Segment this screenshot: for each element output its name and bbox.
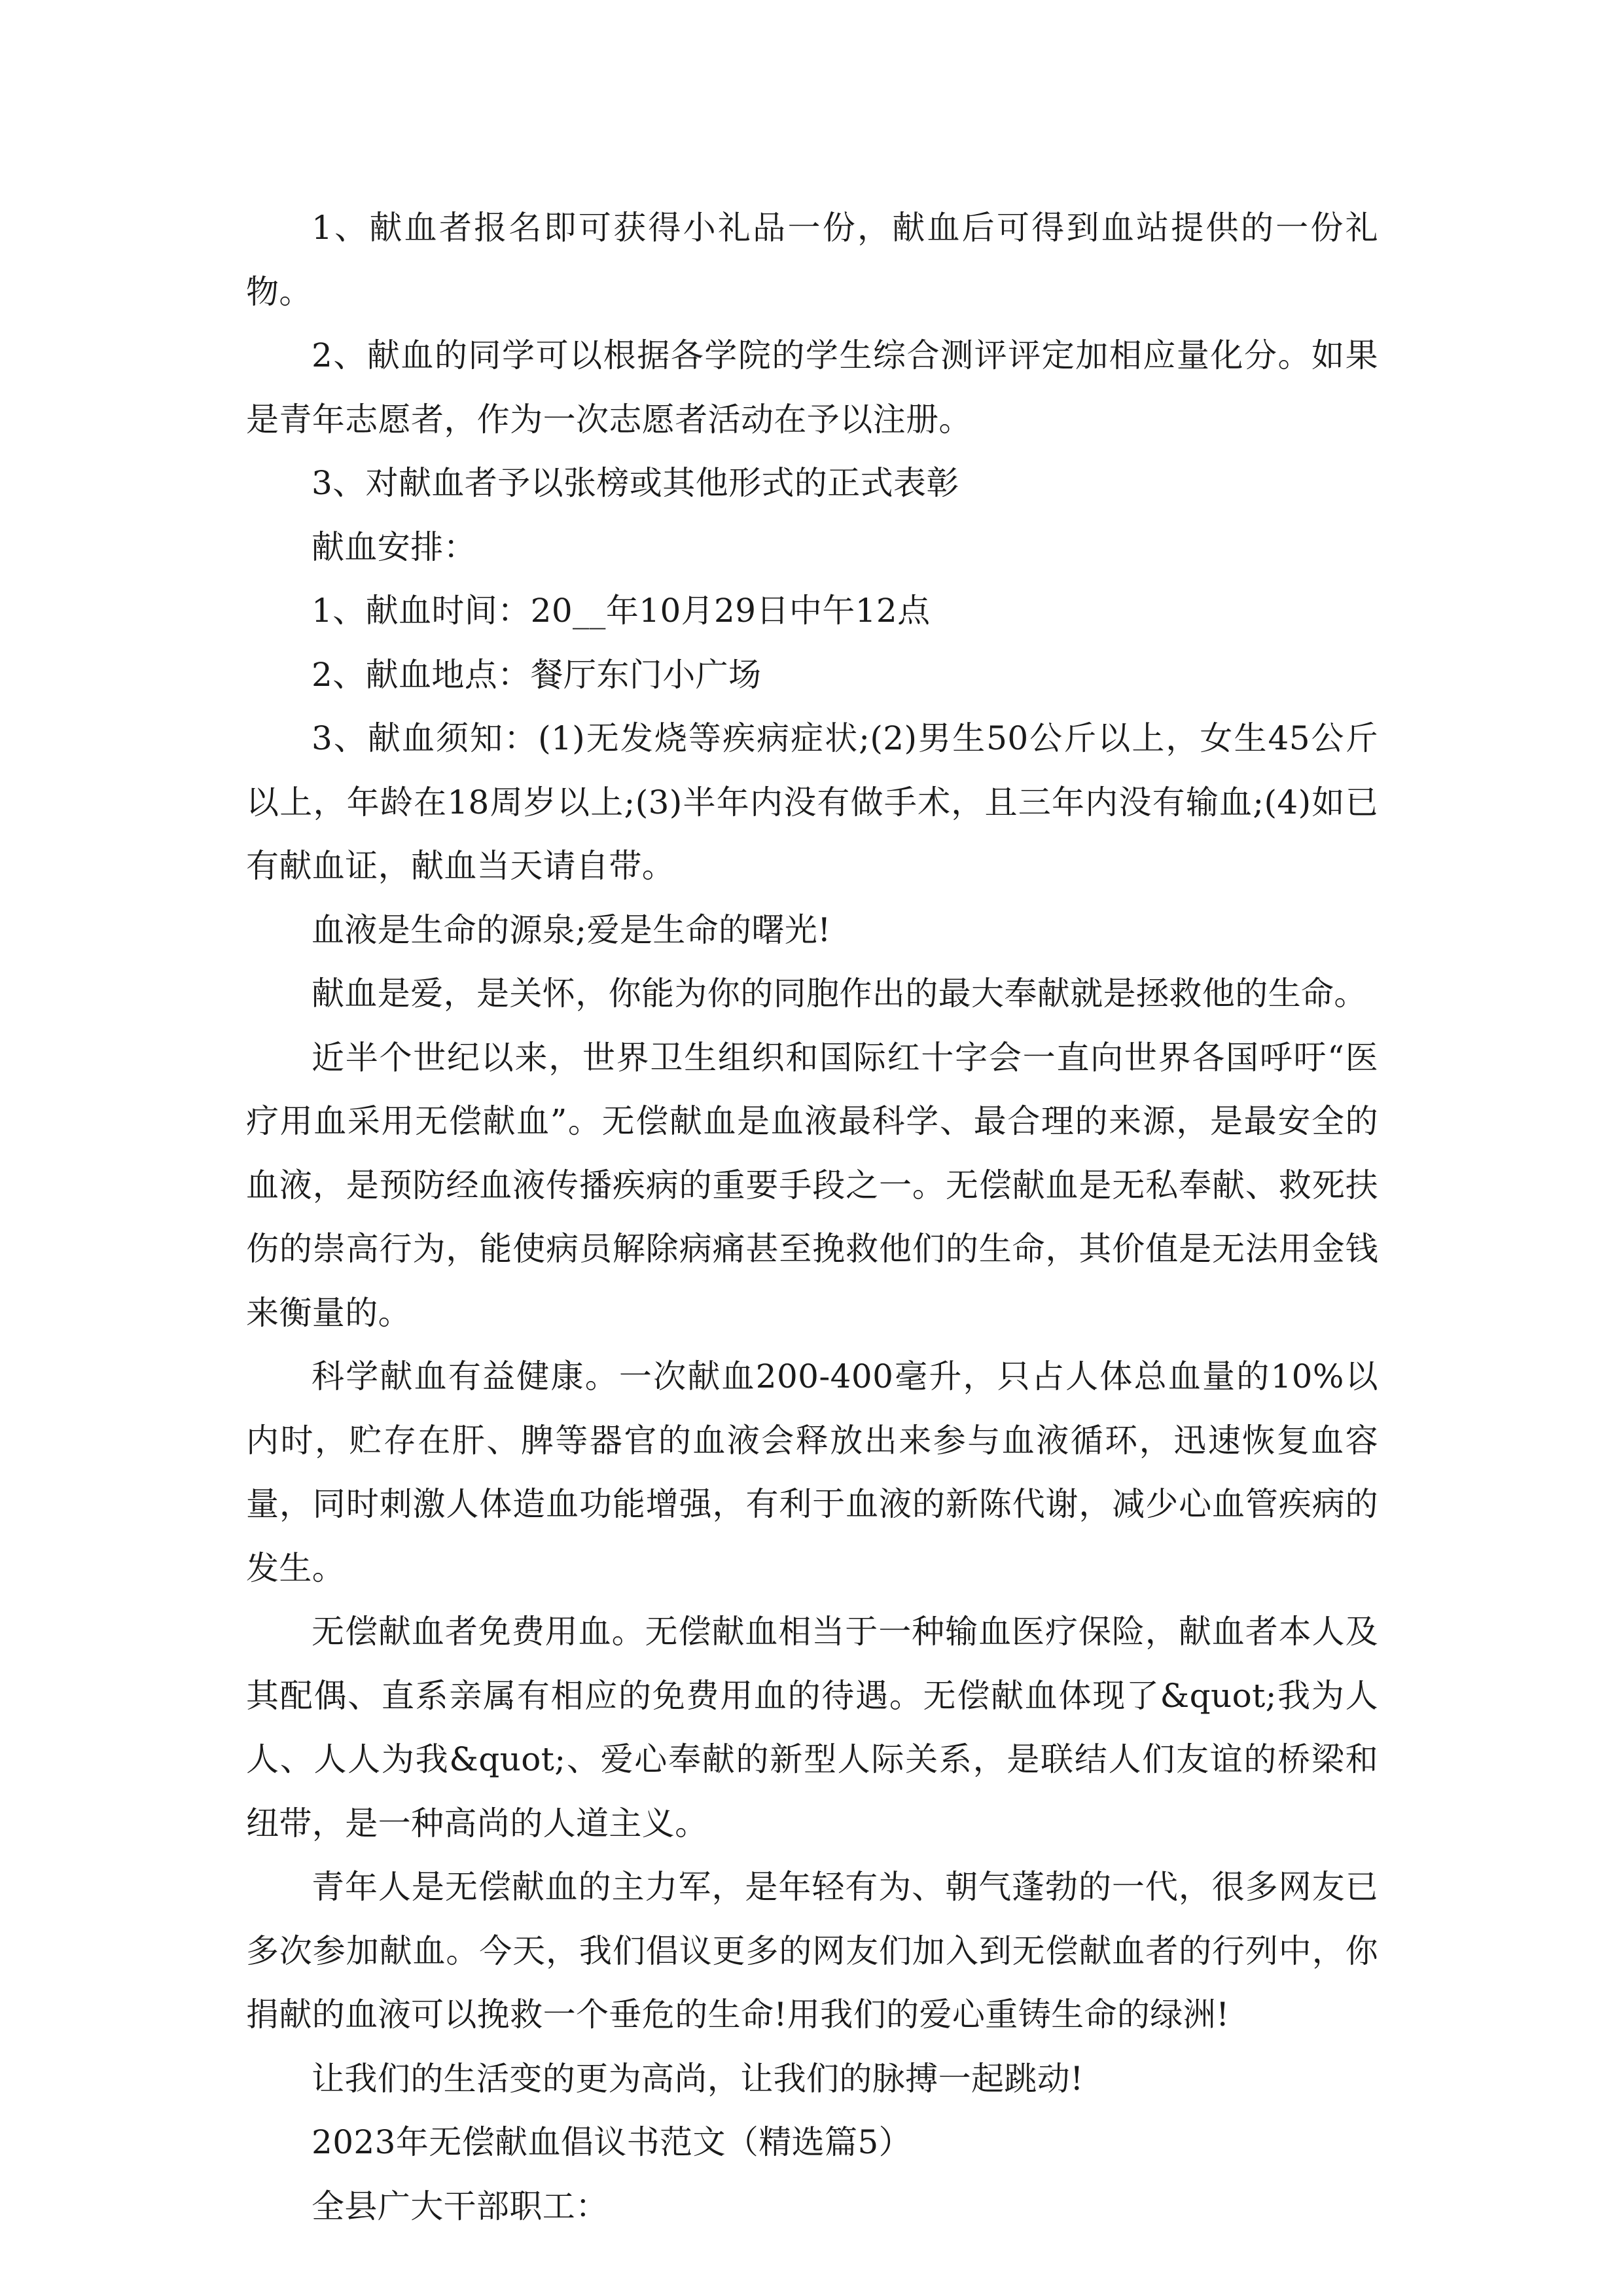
- paragraph-arrangement-heading: 献血安排：: [312, 528, 476, 566]
- paragraph-reward-credit: 2、献血的同学可以根据各学院的学生综合测评评定加相应量化分。如果是青年志愿者，作为一次志愿者活动在予以注册。: [246, 336, 1378, 439]
- paragraph-closing: 让我们的生活变的更为高尚，让我们的脉搏一起跳动!: [312, 2059, 1084, 2098]
- paragraph-section-title: 2023年无偿献血倡议书范文（精选篇5）: [312, 2123, 912, 2161]
- paragraph-donation-location: 2、献血地点：餐厅东门小广场: [312, 655, 762, 694]
- paragraph-slogan: 血液是生命的源泉;爱是生命的曙光!: [312, 910, 831, 949]
- paragraph-salutation: 全县广大干部职工：: [312, 2187, 609, 2225]
- paragraph-donation-time: 1、献血时间：20__年10月29日中午12点: [312, 592, 931, 630]
- paragraph-free-blood: 无偿献血者免费用血。无偿献血相当于一种输血医疗保险，献血者本人及其配偶、直系亲属有相应的免费用血的待遇。无偿献血体现了&quot;我为人人、人人为我&quot;、爱心奉献的新型人际关系，是联结人们友谊的桥梁和纽带，是一种高尚的人道主义。: [246, 1613, 1378, 1842]
- paragraph-health-benefit: 科学献血有益健康。一次献血200-400毫升，只占人体总血量的10%以内时，贮存在肝、脾等器官的血液会释放出来参与血液循环，迅速恢复血容量，同时刺激人体造血功能增强，有利于血液的新陈代谢，减少心血管疾病的发生。: [246, 1357, 1378, 1587]
- paragraph-reward-gift: 1、献血者报名即可获得小礼品一份，献血后可得到血站提供的一份礼物。: [246, 209, 1378, 311]
- paragraph-who-appeal: 近半个世纪以来，世界卫生组织和国际红十字会一直向世界各国呼吁“医疗用血采用无偿献血”。无偿献血是血液最科学、最合理的来源，是最安全的血液，是预防经血液传播疾病的重要手段之一。无偿献血是无私奉献、救死扶伤的崇高行为，能使病员解除病痛甚至挽救他们的生命，其价值是无法用金钱来衡量的。: [246, 1038, 1378, 1332]
- paragraph-reward-commendation: 3、对献血者予以张榜或其他形式的正式表彰: [312, 464, 959, 502]
- document-body: [246, 196, 1378, 2238]
- paragraph-donation-is-love: 献血是爱，是关怀，你能为你的同胞作出的最大奉献就是拯救他的生命。: [312, 975, 1367, 1013]
- paragraph-donation-notice: 3、献血须知：(1)无发烧等疾病症状;(2)男生50公斤以上，女生45公斤以上，年龄在18周岁以上;(3)半年内没有做手术，且三年内没有输血;(4)如已有献血证，献血当天请自带。: [246, 719, 1378, 885]
- paragraph-youth-appeal: 青年人是无偿献血的主力军，是年轻有为、朝气蓬勃的一代，很多网友已多次参加献血。今天，我们倡议更多的网友们加入到无偿献血者的行列中，你捐献的血液可以挽救一个垂危的生命!用我们的爱心重铸生命的绿洲!: [246, 1868, 1378, 2034]
